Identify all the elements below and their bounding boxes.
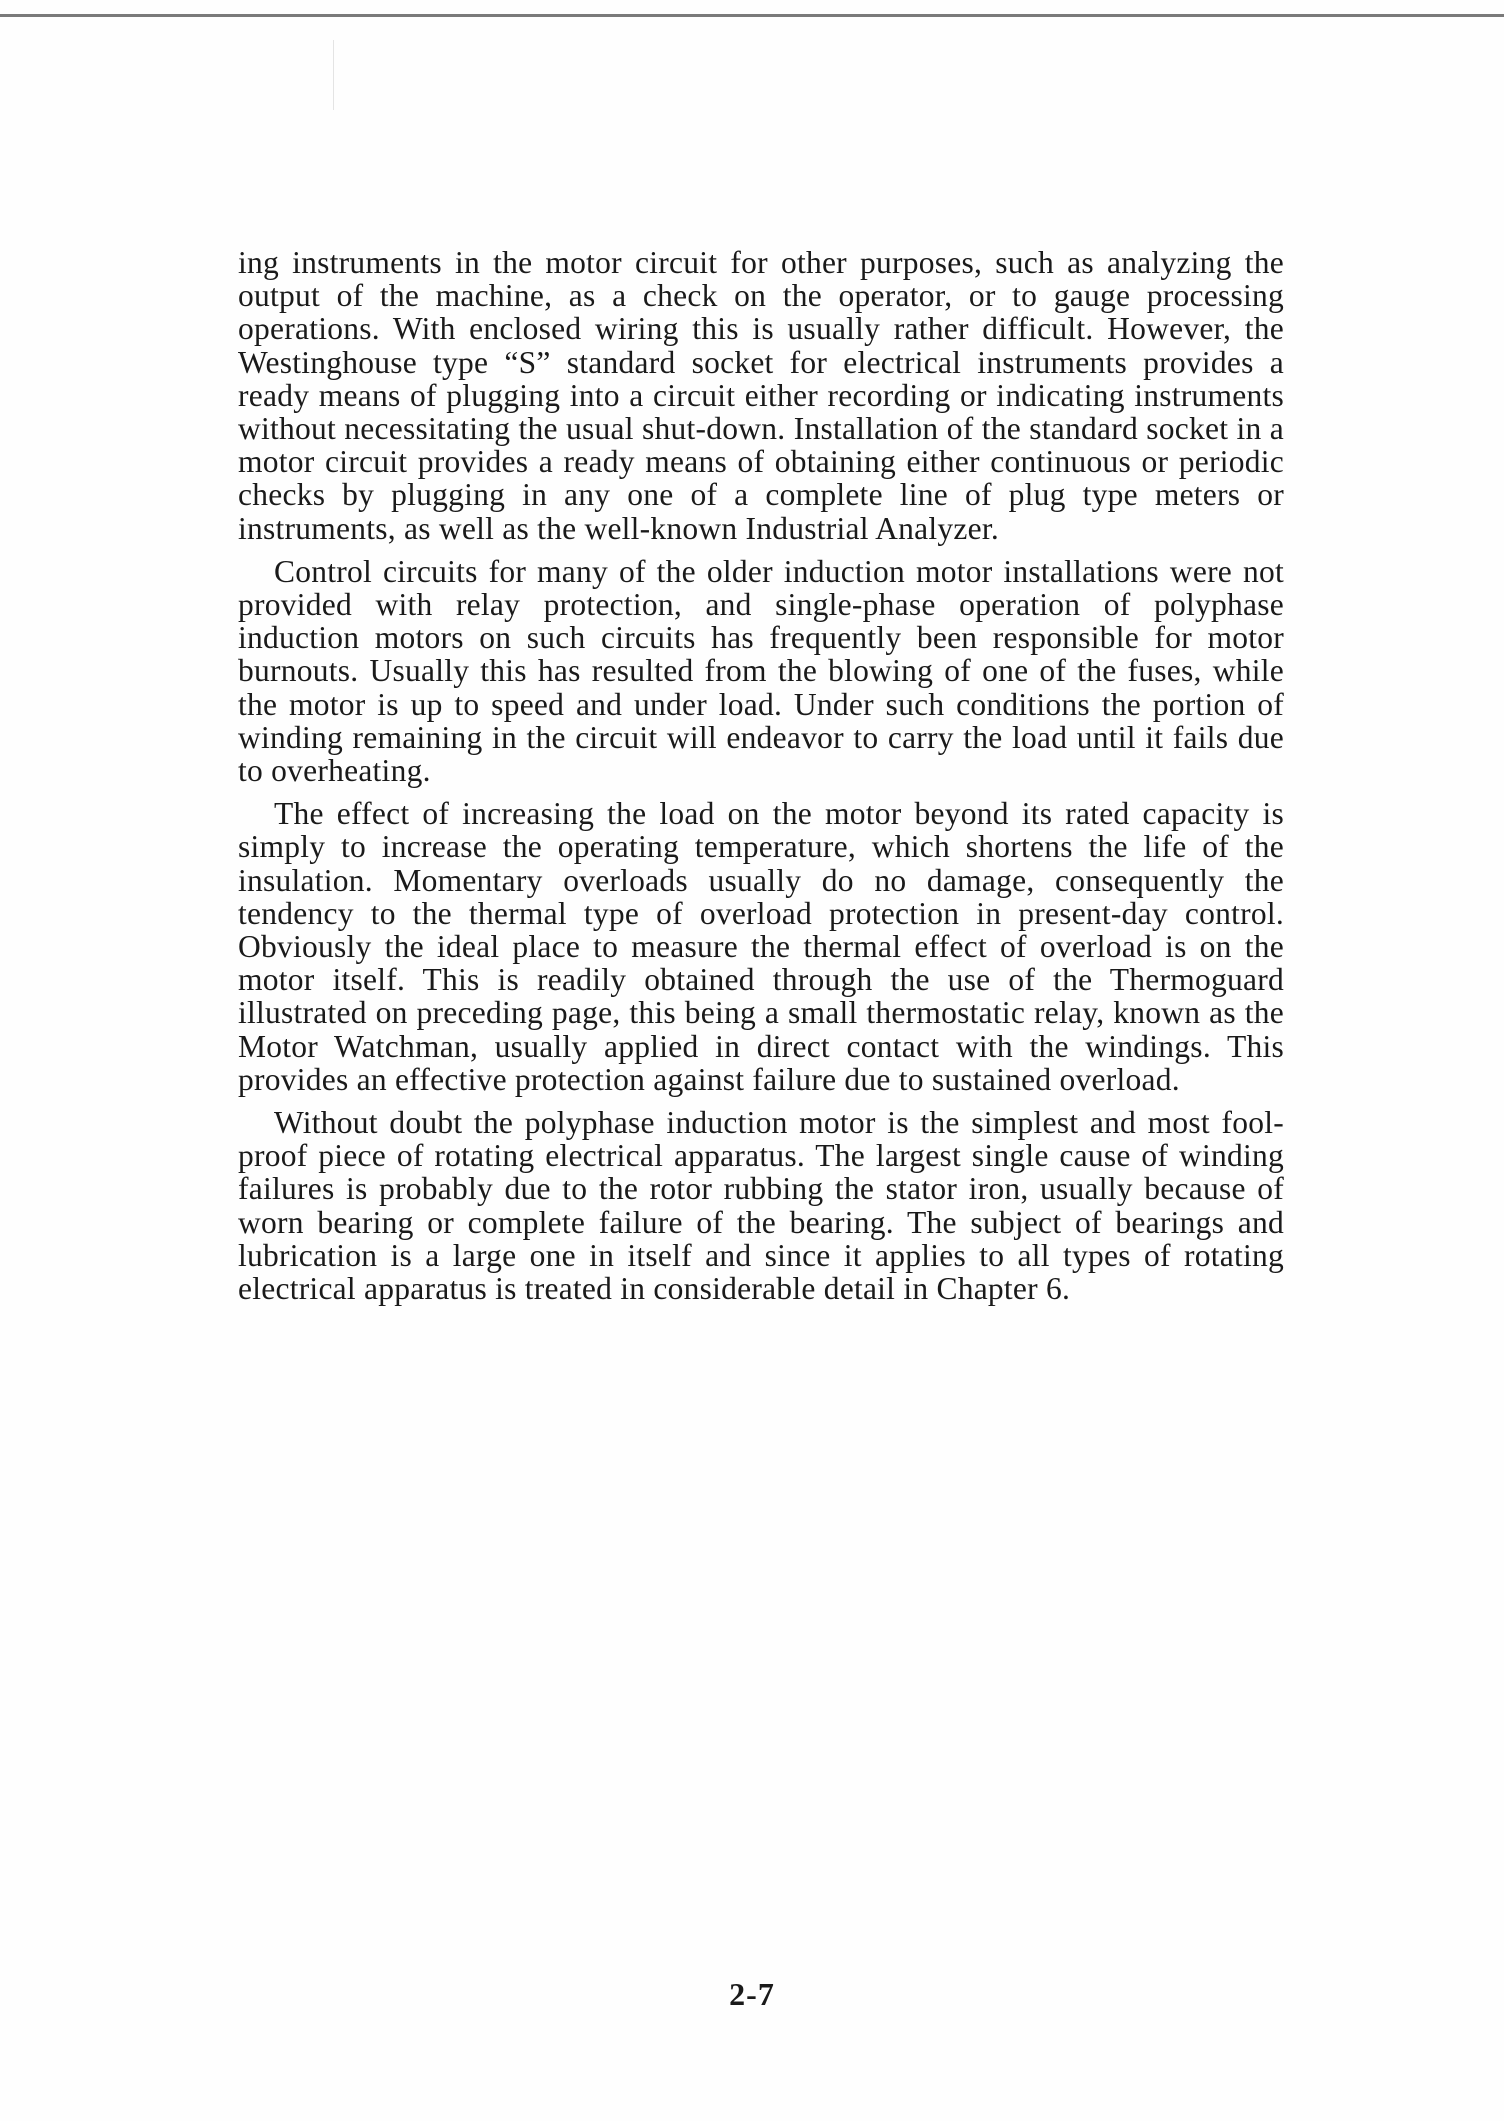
- page-number: 2-7: [729, 1976, 775, 2012]
- paragraph-3: The effect of increasing the load on the motor beyond its rated capacity is simply to increase the operating temperature, which shortens the life of the insulation. Momentary overloads usually do no damage, consequently the tendency to the thermal type of overload protection in present-day control. Obviously the ideal place to measure the thermal effect of overload is on the motor itself. This is readily obtained through the use of the Thermoguard illustrated on preceding page, this being a small thermostatic relay, known as the Motor Watchman, usually applied in direct contact with the windings. This provides an effective protection against failure due to sustained overload.: [238, 796, 1284, 1097]
- paragraph-1: ing instruments in the motor circuit for other purposes, such as analyzing the output of the machine, as a check on the operator, or to gauge processing operations. With enclosed wiring this is usually rather difficult. However, the Westinghouse type “S” standard socket for electrical instruments provides a ready means of plugging into a circuit either recording or indicating instruments without necessitating the usual shut-down. Installation of the standard socket in a motor circuit provides a ready means of obtaining either continuous or periodic checks by plugging in any one of a complete line of plug type meters or instruments, as well as the well-known Industrial Analyzer.: [238, 245, 1284, 546]
- paragraph-4: Without doubt the polyphase induction motor is the simplest and most fool-proof piece of rotating electrical apparatus. The largest single cause of winding failures is probably due to the rotor rubbing the stator iron, usually because of worn bearing or complete failure of the bearing. The subject of bearings and lubrication is a large one in itself and since it applies to all types of rotating electrical apparatus is treated in considerable detail in Chapter 6.: [238, 1105, 1284, 1307]
- scan-top-edge: [0, 14, 1504, 17]
- body-text: [238, 246, 1284, 1315]
- paragraph-2: Control circuits for many of the older induction motor installations were not provided with relay protection, and single-phase operation of polyphase induction motors on such circuits has frequently been responsible for motor burnouts. Usually this has resulted from the blowing of one of the fuses, while the motor is up to speed and under load. Under such conditions the portion of winding remaining in the circuit will endeavor to carry the load until it fails due to overheating.: [238, 553, 1284, 789]
- scan-mark: [333, 40, 334, 110]
